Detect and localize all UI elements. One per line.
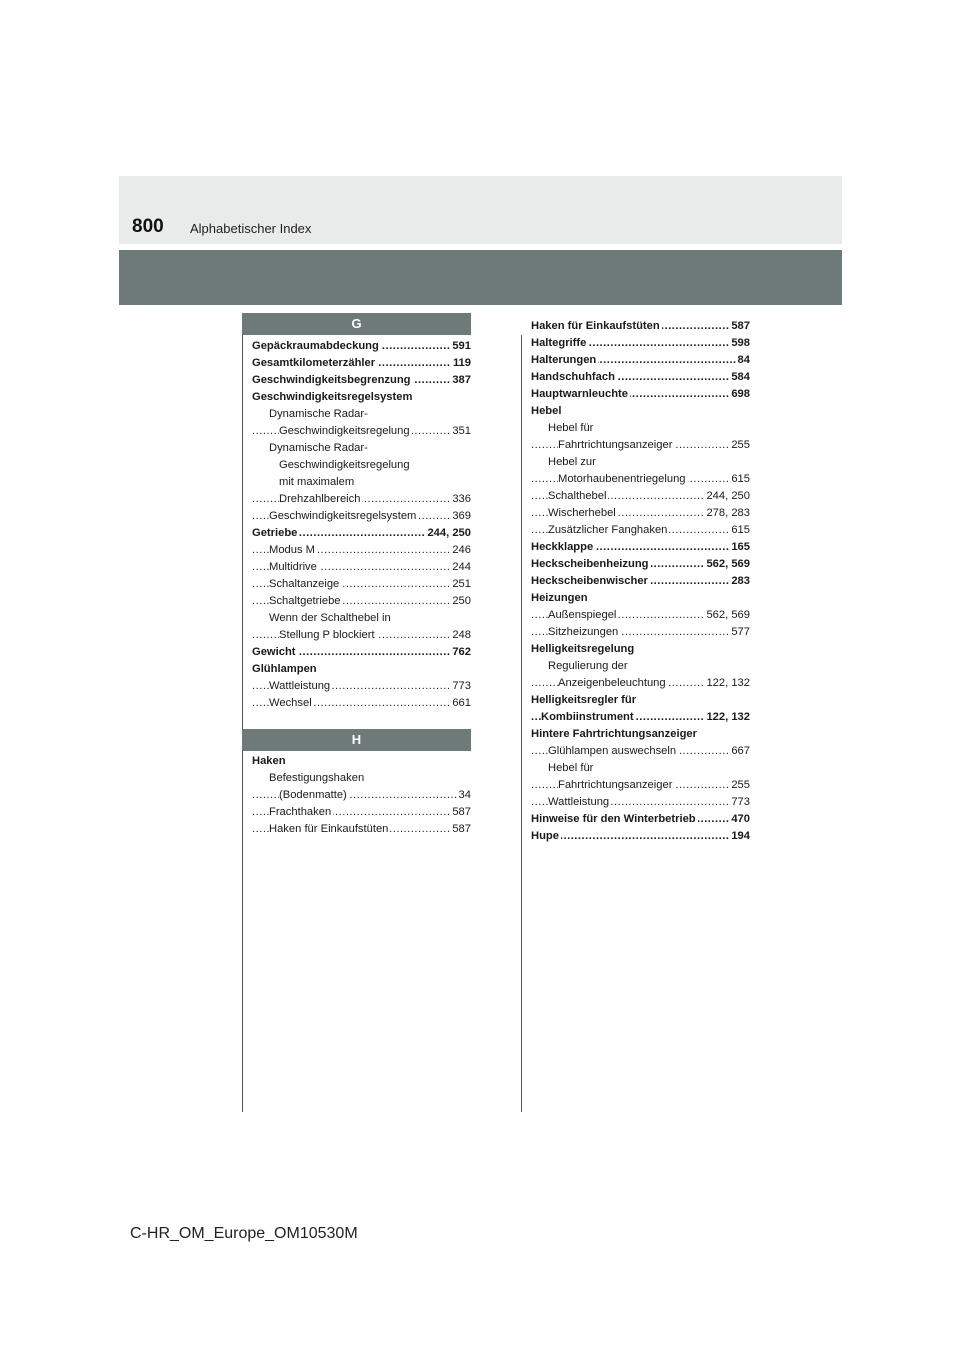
index-term: Hinweise für den Winterbetrieb: [531, 813, 696, 825]
index-term: Hintere Fahrtrichtungsanzeiger: [531, 728, 697, 740]
index-page-ref: 591: [450, 338, 471, 355]
index-page-ref: 122, 132: [704, 675, 750, 692]
index-page-ref: 562, 569: [704, 607, 750, 624]
letter-bar-g: G: [242, 313, 471, 335]
index-entry: [531, 828, 750, 845]
index-entry: [252, 695, 471, 712]
index-list-h-right: [531, 318, 750, 845]
index-entry: [531, 692, 750, 709]
index-entry: [252, 525, 471, 542]
index-entry: [531, 454, 750, 471]
index-page-ref: 698: [729, 386, 750, 403]
index-term: Befestigungshaken: [269, 772, 365, 784]
index-entry: [252, 787, 471, 804]
index-term: Haltegriffe: [531, 337, 587, 349]
index-term: Schaltanzeige: [269, 578, 340, 590]
index-page-ref: 577: [729, 624, 750, 641]
index-term: Helligkeitsregelung: [531, 643, 635, 655]
index-term: Glühlampen: [252, 663, 317, 675]
index-term: Drehzahlbereich: [279, 493, 361, 505]
index-page-ref: 584: [729, 369, 750, 386]
index-page-ref: 34: [457, 787, 471, 804]
index-entry: [252, 576, 471, 593]
index-term: Hebel zur: [548, 456, 596, 468]
index-entry: [531, 420, 750, 437]
index-entry: [252, 440, 471, 457]
index-page-ref: 165: [729, 539, 750, 556]
index-term: Geschwindigkeitsbegrenzung: [252, 374, 411, 386]
index-list-h-left: [252, 753, 471, 838]
index-term: Heckklappe: [531, 541, 594, 553]
index-entry: [252, 372, 471, 389]
index-entry: [252, 661, 471, 678]
index-page-ref: 369: [450, 508, 471, 525]
index-term: Geschwindigkeitsregelsystem: [252, 391, 413, 403]
index-entry: [531, 777, 750, 794]
index-entry: [531, 556, 750, 573]
index-entry: [531, 369, 750, 386]
index-term: Heckscheibenheizung: [531, 558, 649, 570]
index-entry: [531, 522, 750, 539]
index-entry: [252, 389, 471, 406]
index-page-ref: 562, 569: [704, 556, 750, 573]
header-dark-bar: [119, 250, 842, 305]
index-page-ref: 762: [450, 644, 471, 661]
index-entry: [531, 318, 750, 335]
index-term: Fahrtrichtungsanzeiger: [558, 439, 673, 451]
index-list-g: [252, 338, 471, 712]
index-term: Außenspiegel: [548, 609, 617, 621]
index-term: Gewicht: [252, 646, 296, 658]
letter-bar-h: H: [242, 729, 471, 751]
index-page-ref: 387: [450, 372, 471, 389]
index-term: Wattleistung: [269, 680, 331, 692]
index-entry: [252, 770, 471, 787]
index-entry: [252, 593, 471, 610]
index-entry: [252, 559, 471, 576]
index-term: Gesamtkilometerzähler: [252, 357, 376, 369]
index-page-ref: 122, 132: [704, 709, 750, 726]
index-term: Kombiinstrument: [541, 711, 634, 723]
index-entry: [531, 743, 750, 760]
index-entry: [252, 406, 471, 423]
index-term: Wechsel: [269, 697, 312, 709]
index-entry: [252, 423, 471, 440]
index-entry: [531, 624, 750, 641]
index-page-ref: 615: [729, 471, 750, 488]
index-page-ref: 255: [729, 437, 750, 454]
index-page-ref: 336: [450, 491, 471, 508]
index-term: Helligkeitsregler für: [531, 694, 637, 706]
index-term: Wischerhebel: [548, 507, 616, 519]
index-term: Motorhaubenentriegelung: [558, 473, 686, 485]
index-page-ref: 246: [450, 542, 471, 559]
index-entry: [531, 539, 750, 556]
index-term: Halterungen: [531, 354, 597, 366]
index-term: Heizungen: [531, 592, 588, 604]
index-entry: [531, 794, 750, 811]
index-term: Dynamische Radar-: [269, 442, 368, 454]
index-page-ref: 661: [450, 695, 471, 712]
left-column-rule: [242, 335, 243, 1112]
index-term: Geschwindigkeitsregelsystem: [269, 510, 417, 522]
index-entry: [252, 610, 471, 627]
index-entry: [252, 753, 471, 770]
index-term: Schalthebel: [548, 490, 607, 502]
index-entry: [252, 644, 471, 661]
index-term: Modus M: [269, 544, 316, 556]
page-number: 800: [132, 216, 164, 237]
index-entry: [531, 607, 750, 624]
index-entry: [252, 821, 471, 838]
index-entry: [531, 675, 750, 692]
index-entry: [531, 811, 750, 828]
index-page-ref: 244, 250: [704, 488, 750, 505]
index-page-ref: 587: [450, 821, 471, 838]
index-term: Gepäckraumabdeckung: [252, 340, 379, 352]
index-term: Wattleistung: [548, 796, 610, 808]
index-term: Anzeigenbeleuchtung: [558, 677, 666, 689]
index-page-ref: 251: [450, 576, 471, 593]
index-page-ref: 278, 283: [704, 505, 750, 522]
index-entry: [252, 804, 471, 821]
middle-column-rule: [521, 335, 522, 1112]
index-term: Haken für Einkaufstüten: [269, 823, 389, 835]
index-page-ref: 598: [729, 335, 750, 352]
index-term: Hebel für: [548, 422, 594, 434]
index-term: Haken für Einkaufstüten: [531, 320, 660, 332]
index-term: (Bodenmatte): [279, 789, 347, 801]
index-page-ref: 194: [729, 828, 750, 845]
index-entry: [531, 590, 750, 607]
index-page-ref: 773: [450, 678, 471, 695]
index-entry: [252, 474, 471, 491]
index-term: Handschuhfach: [531, 371, 615, 383]
index-entry: [531, 505, 750, 522]
index-page-ref: 351: [450, 423, 471, 440]
index-entry: [531, 352, 750, 369]
index-term: Hebel für: [548, 762, 594, 774]
index-page-ref: 615: [729, 522, 750, 539]
index-term: Wenn der Schalthebel in: [269, 612, 391, 624]
index-entry: [252, 457, 471, 474]
index-entry: [531, 658, 750, 675]
index-entry: [531, 386, 750, 403]
index-entry: [252, 627, 471, 644]
index-entry: [252, 338, 471, 355]
index-page-ref: 667: [729, 743, 750, 760]
index-term: Heckscheibenwischer: [531, 575, 648, 587]
index-term: Haken: [252, 755, 286, 767]
index-term: Dynamische Radar-: [269, 408, 368, 420]
index-term: Getriebe: [252, 527, 298, 539]
index-term: Regulierung der: [548, 660, 628, 672]
index-term: Hebel: [531, 405, 562, 417]
index-term: Glühlampen auswechseln: [548, 745, 677, 757]
index-page-ref: 470: [729, 811, 750, 828]
index-entry: [531, 437, 750, 454]
index-term: Geschwindigkeitsregelung: [279, 459, 410, 471]
index-page-ref: 587: [729, 318, 750, 335]
index-page-ref: 248: [450, 627, 471, 644]
index-page-ref: 244, 250: [425, 525, 471, 542]
section-title: Alphabetischer Index: [190, 221, 312, 236]
index-page-ref: 250: [450, 593, 471, 610]
index-entry: [531, 471, 750, 488]
index-term: mit maximalem: [279, 476, 355, 488]
index-term: Hauptwarnleuchte: [531, 388, 628, 400]
index-entry: [531, 641, 750, 658]
index-term: Zusätzlicher Fanghaken: [548, 524, 668, 536]
index-page-ref: 244: [450, 559, 471, 576]
index-term: Multidrive: [269, 561, 317, 573]
index-term: Geschwindigkeitsregelung: [279, 425, 410, 437]
index-term: Fahrtrichtungsanzeiger: [558, 779, 673, 791]
index-term: Frachthaken: [269, 806, 332, 818]
index-entry: [252, 491, 471, 508]
index-page-ref: 587: [450, 804, 471, 821]
index-entry: [531, 726, 750, 743]
index-entry: [531, 488, 750, 505]
index-entry: [531, 403, 750, 420]
index-entry: [531, 709, 750, 726]
index-term: Stellung P blockiert: [279, 629, 375, 641]
index-term: Schaltgetriebe: [269, 595, 341, 607]
document-code: C-HR_OM_Europe_OM10530M: [130, 1225, 358, 1242]
index-term: Sitzheizungen: [548, 626, 619, 638]
index-term: Hupe: [531, 830, 559, 842]
index-entry: [252, 508, 471, 525]
index-entry: [252, 542, 471, 559]
index-page-ref: 84: [736, 352, 750, 369]
index-page-ref: 773: [729, 794, 750, 811]
index-page-ref: 283: [729, 573, 750, 590]
index-page-ref: 255: [729, 777, 750, 794]
index-entry: [531, 335, 750, 352]
index-entry: [252, 355, 471, 372]
index-page-ref: 119: [451, 355, 471, 372]
index-entry: [531, 573, 750, 590]
index-entry: [252, 678, 471, 695]
index-entry: [531, 760, 750, 777]
